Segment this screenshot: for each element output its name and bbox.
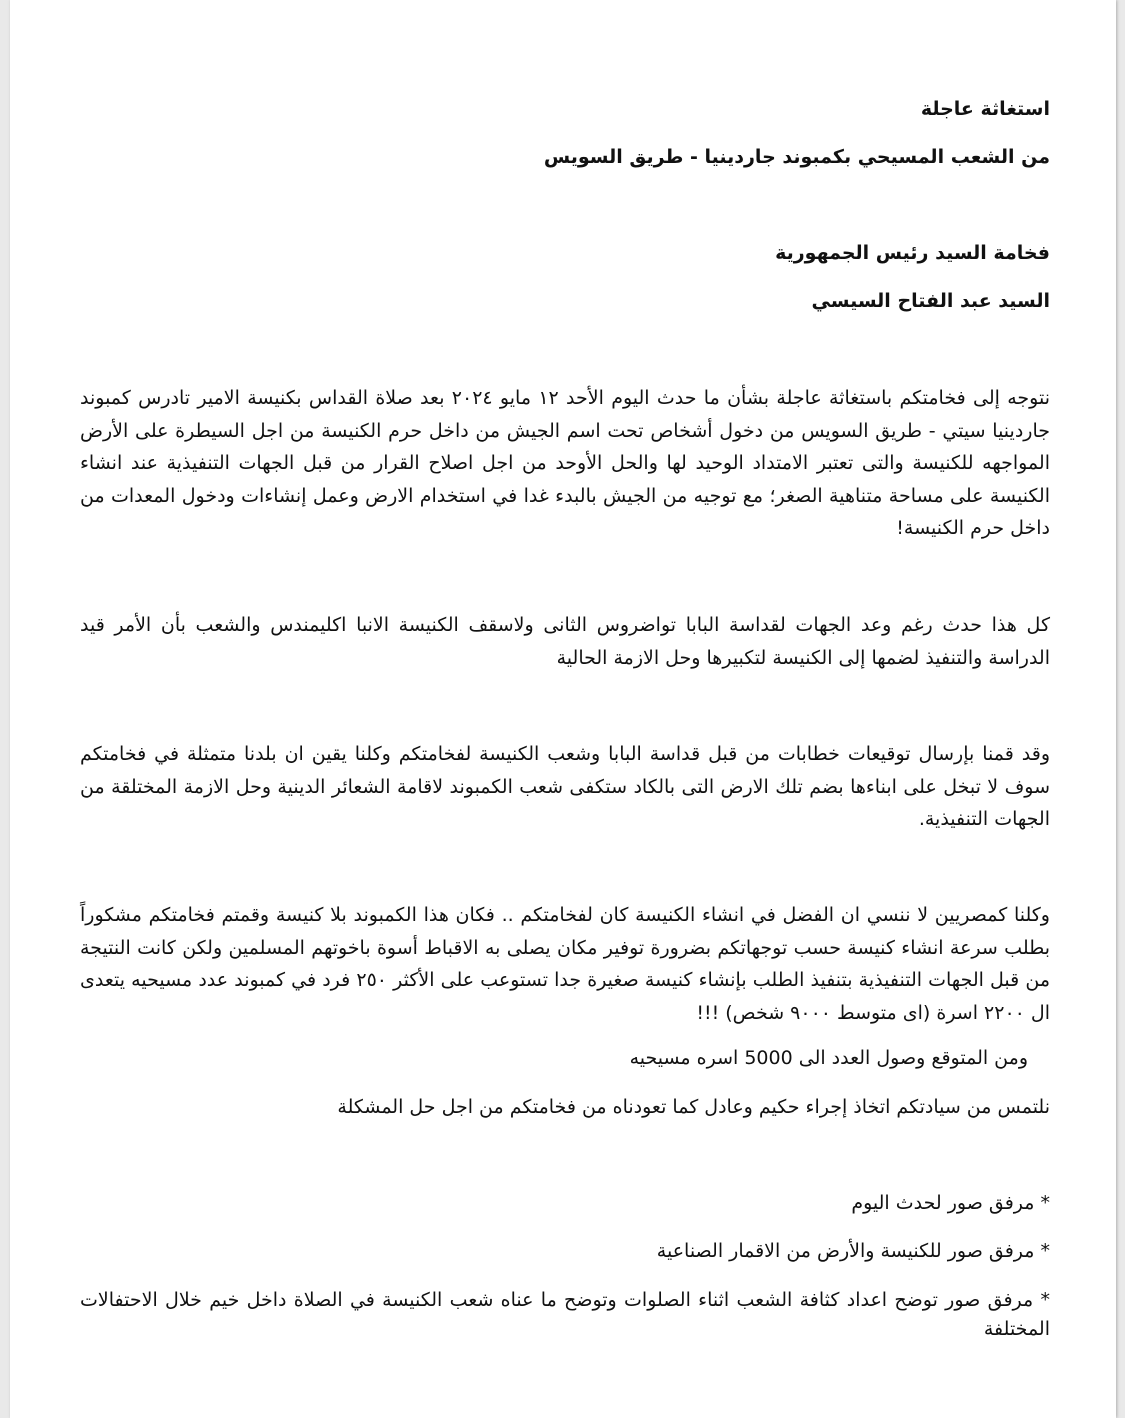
addressee-title: فخامة السيد رئيس الجمهورية <box>775 242 1050 264</box>
document-page <box>10 0 1116 1418</box>
paragraph-incident: نتوجه إلى فخامتكم باستغاثة عاجلة بشأن ما حدث اليوم الأحد ١٢ مايو ٢٠٢٤ بعد صلاة القداس بكنيسة الامير تادرس كمبوند جاردينيا سيتي - طريق السويس من دخول أشخاص تحت اسم الجيش من داخل حرم الكنيسة من اجل السيطرة على الأرض المواجهه للكنيسة والتى تعتبر الامتداد الوحيد لها والحل الأوحد من اجل اصلاح القرار من قبل الجهات التنفيذية عند انشاء الكنيسة على مساحة متناهية الصغر؛ مع توجيه من الجيش بالبدء غدا في استخدام الارض وعمل إنشاءات ودخول المعدات من داخل حرم الكنيسة! <box>80 387 1050 539</box>
request-line: نلتمس من سيادتكم اتخاذ إجراء حكيم وعادل كما تعودناه من فخامتكم من اجل حل المشكلة <box>337 1096 1050 1118</box>
paragraph-history: وكلنا كمصريين لا ننسي ان الفضل في انشاء الكنيسة كان لفخامتكم .. فكان هذا الكمبوند بلا كنيسة وقمتم فخامتكم مشكوراً بطلب سرعة انشاء كنيسة حسب توجهاتكم بضرورة توفير مكان يصلى به الاقباط أسوة باخوتهم المسلمين ولكن كانت النتيجة من قبل الجهات التنفيذية بتنفيذ الطلب بإنشاء كنيسة صغيرة جدا تستوعب على الأكثر ٢٥٠ فرد في كمبوند عدد مسيحيه يتعدى ال ٢٢٠٠ اسرة (اى متوسط ٩٠٠٠ شخص) !!! <box>80 904 1050 1024</box>
attachment-item: * مرفق صور توضح اعداد كثافة الشعب اثناء الصلوات وتوضح ما عناه شعب الكنيسة في الصلاة داخل خيم خلال الاحتفالات المختلفة <box>80 1289 1050 1340</box>
paragraph-letters: وقد قمنا بإرسال توقيعات خطابات من قبل قداسة البابا وشعب الكنيسة لفخامتكم وكلنا يقين ان بلدنا متمثلة في فخامتكم سوف لا تبخل على ابناءها بضم تلك الارض التى بالكاد ستكفى شعب الكمبوند لاقامة الشعائر الدينية وحل الازمة المختلقة من الجهات التنفيذية. <box>80 743 1050 830</box>
attachment-item: * مرفق صور لحدث اليوم <box>851 1192 1050 1214</box>
addressee-name: السيد عبد الفتاح السيسي <box>811 290 1050 312</box>
letter-title: استغاثة عاجلة <box>920 98 1050 120</box>
expected-growth: ومن المتوقع وصول العدد الى 5000 اسره مسيحيه <box>629 1047 1028 1069</box>
paragraph-promise: كل هذا حدث رغم وعد الجهات لقداسة البابا تواضروس الثانى ولاسقف الكنيسة الانبا اكليمندس والشعب بأن الأمر قيد الدراسة والتنفيذ لضمها إلى الكنيسة لتكبيرها وحل الازمة الحالية <box>80 614 1050 669</box>
letter-sender: من الشعب المسيحي بكمبوند جاردينيا - طريق السويس <box>543 146 1050 168</box>
attachment-item: * مرفق صور للكنيسة والأرض من الاقمار الصناعية <box>656 1240 1050 1262</box>
